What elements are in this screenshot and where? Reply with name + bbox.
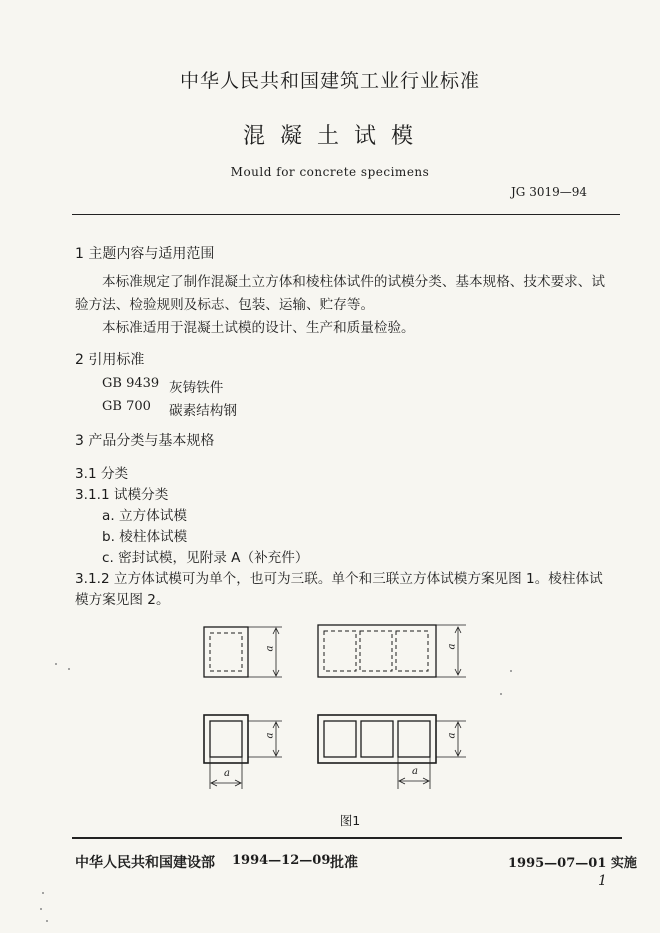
section-1-paragraph-2: 本标准适用于混凝土试模的设计、生产和质量检验。 xyxy=(102,320,415,336)
scan-speck xyxy=(42,892,44,894)
section-3-1-1-heading: 3.1.1 试模分类 xyxy=(75,487,169,503)
scan-speck xyxy=(68,668,70,670)
dimension-label-a: a xyxy=(264,732,276,739)
section-1-paragraph-line2: 验方法、检验规则及标志、包装、运输、贮存等。 xyxy=(75,297,375,313)
dimension-label-a: a xyxy=(412,766,418,777)
triple-mould-top-view xyxy=(318,625,436,677)
issuing-authority: 中华人民共和国建设部 xyxy=(75,855,215,871)
section-1-paragraph-line1: 本标准规定了制作混凝土立方体和棱柱体试件的试模分类、基本规格、技术要求、试 xyxy=(102,274,605,290)
list-item: c. 密封试模，见附录 A（补充件） xyxy=(102,550,309,566)
section-3-1-2-line1: 3.1.2 立方体试模可为单个，也可为三联。单个和三联立方体试模方案见图 1。棱柱体试 xyxy=(75,571,603,587)
section-1-heading: 1 主题内容与适用范围 xyxy=(75,246,215,262)
scan-speck xyxy=(510,670,512,672)
reference-code: GB 700 xyxy=(102,399,151,414)
page-number: 1 xyxy=(598,873,607,889)
figure-1-drawing xyxy=(190,615,480,815)
reference-name: 灰铸铁件 xyxy=(169,380,224,396)
triple-mould-section xyxy=(318,715,436,763)
section-3-1-2-line2: 模方案见图 2。 xyxy=(75,592,170,608)
scan-speck xyxy=(46,920,48,922)
header-rule xyxy=(72,214,620,215)
approval-word: 批准 xyxy=(330,855,358,871)
reference-name: 碳素结构钢 xyxy=(169,403,237,419)
reference-code: GB 9439 xyxy=(102,376,160,391)
dimension-label-a: a xyxy=(224,768,230,779)
scan-speck xyxy=(500,693,502,695)
document-title-english: Mould for concrete specimens xyxy=(230,165,430,179)
dimension-label-a: a xyxy=(264,645,276,652)
footer-rule xyxy=(72,837,622,839)
single-mould-inner-dashed xyxy=(210,633,242,671)
dimension-label-a: a xyxy=(446,643,458,650)
list-item: b. 棱柱体试模 xyxy=(102,529,188,545)
single-mould-top-view xyxy=(204,627,248,677)
approval-date: 1994—12—09 xyxy=(232,853,331,868)
scan-speck xyxy=(55,663,57,665)
dimension-label-a: a xyxy=(446,732,458,739)
figure-caption: 图1 xyxy=(339,813,361,828)
section-2-heading: 2 引用标准 xyxy=(75,352,145,368)
document-code: JG 3019—94 xyxy=(511,185,588,199)
list-item: a. 立方体试模 xyxy=(102,508,187,524)
section-3-1-heading: 3.1 分类 xyxy=(75,466,129,482)
scan-speck xyxy=(40,908,42,910)
document-title: 混 凝 土 试 模 xyxy=(243,124,417,149)
effective-date: 1995—07—01 实施 xyxy=(508,856,637,871)
section-3-heading: 3 产品分类与基本规格 xyxy=(75,433,215,449)
standard-title: 中华人民共和国建筑工业行业标准 xyxy=(179,70,480,92)
